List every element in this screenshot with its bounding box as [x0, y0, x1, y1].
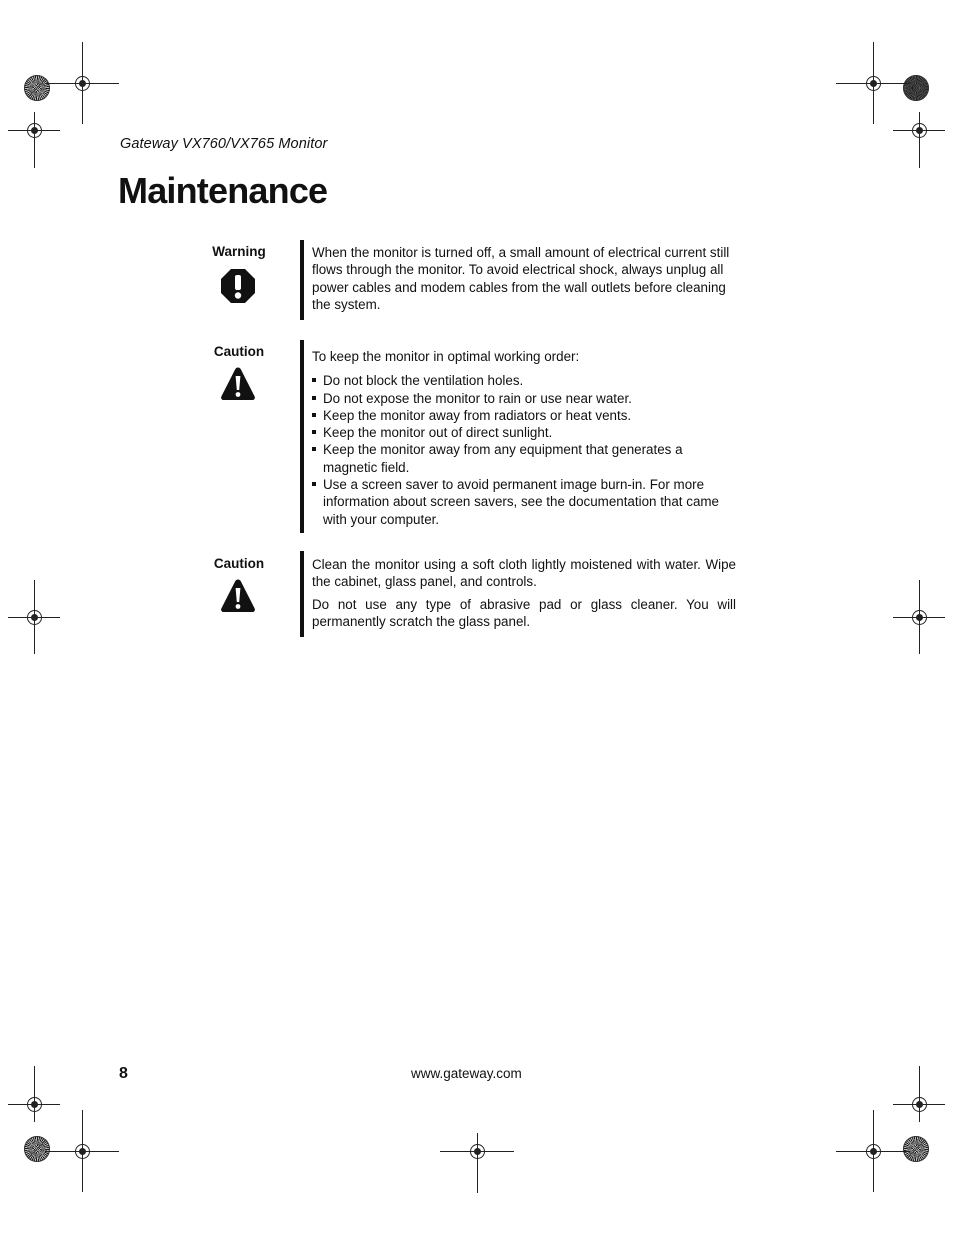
notice-label: Caution: [213, 556, 265, 571]
notice-paragraph: When the monitor is turned off, a small amount of electrical current still flows through the monitor. To avoid electrical shock, always unplug all power cables and modem cables from the wall outlets before cleaning the system.: [312, 245, 730, 312]
notice-bar: [300, 551, 304, 637]
list-item: Use a screen saver to avoid permanent image burn-in. For more information about screen savers, see the documentation that came with your computer.: [312, 476, 736, 528]
color-bar-top-left-icon: [24, 75, 50, 101]
list-item: Keep the monitor away from radiators or heat vents.: [312, 407, 736, 424]
notice-paragraph: Do not use any type of abrasive pad or glass cleaner. You will permanently scratch the glass panel.: [312, 596, 736, 629]
page-number: 8: [119, 1065, 128, 1082]
color-bar-bottom-right-icon: [903, 1136, 929, 1162]
running-head: Gateway VX760/VX765 Monitor: [120, 136, 328, 152]
footer-url: www.gateway.com: [411, 1066, 522, 1081]
color-bar-top-right-icon: [903, 75, 929, 101]
notice-body: [312, 348, 736, 528]
caution-triangle-icon: [220, 366, 256, 402]
notice-paragraph: Clean the monitor using a soft cloth lightly moistened with water. Wipe the cabinet, glass panel, and controls.: [312, 557, 736, 590]
notice-bar: [300, 240, 304, 320]
caution-triangle-icon: [220, 578, 256, 614]
notice-bar: [300, 340, 304, 533]
color-bar-bottom-left-icon: [24, 1136, 50, 1162]
notice-body: [312, 244, 736, 313]
list-item: Keep the monitor out of direct sunlight.: [312, 424, 736, 441]
notice-intro: To keep the monitor in optimal working order:: [312, 349, 580, 364]
list-item: Do not expose the monitor to rain or use near water.: [312, 390, 736, 407]
list-item: Do not block the ventilation holes.: [312, 372, 736, 389]
notice-body: [312, 556, 736, 630]
bullet-list: [312, 372, 736, 528]
notice-label: Caution: [213, 344, 265, 359]
notice-label: Warning: [212, 244, 266, 259]
page-title: Maintenance: [118, 170, 328, 211]
list-item: Keep the monitor away from any equipment that generates a magnetic field.: [312, 441, 736, 476]
warning-octagon-icon: [220, 268, 256, 304]
